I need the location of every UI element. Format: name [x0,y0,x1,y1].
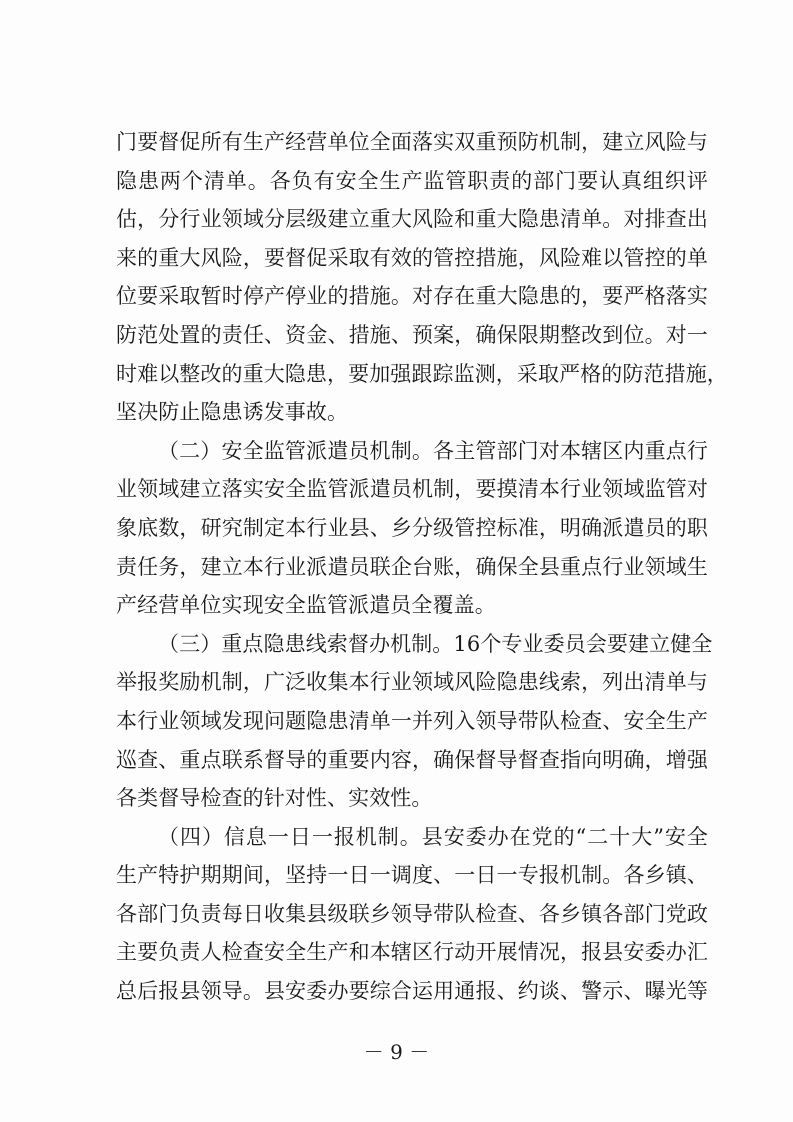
text-line: 位要采取暂时停产停业的措施。对存在重大隐患的，要严格落实 [116,284,708,309]
text-line: 估，分行业领域分层级建立重大风险和重大隐患清单。对排查出 [116,207,708,232]
text-line: 产经营单位实现安全监管派遣员全覆盖。 [116,593,496,618]
text-line: 来的重大风险，要督促采取有效的管控措施，风险难以管控的单 [116,245,708,270]
text-line: 责任务，建立本行业派遣员联企台账，确保全县重点行业领域生 [116,554,708,579]
page-number: － 9 － [363,1040,430,1064]
text-line: （三）重点隐患线索督办机制。16个专业委员会要建立健全 [158,631,713,656]
text-line: 举报奖励机制，广泛收集本行业领域风险隐患线索，列出清单与 [116,670,708,695]
text-line: （四）信息一日一报机制。县安委办在党的“二十大”安全 [158,824,708,849]
text-line: 象底数，研究制定本行业县、乡分级管控标准，明确派遣员的职 [116,515,708,540]
text-line: 防范处置的责任、资金、措施、预案，确保限期整改到位。对一 [116,322,708,347]
text-line: 各部门负责每日收集县级联乡领导带队检查、各乡镇各部门党政 [116,901,708,926]
text-line: 本行业领域发现问题隐患清单一并列入领导带队检查、安全生产 [116,708,708,733]
text-line: 总后报县领导。县安委办要综合运用通报、约谈、警示、曝光等 [116,979,708,1004]
text-line: 门要督促所有生产经营单位全面落实双重预防机制，建立风险与 [116,130,708,154]
text-line: （二）安全监管派遣员机制。各主管部门对本辖区内重点行 [158,438,708,463]
text-line: 时难以整改的重大隐患，要加强跟踪监测，采取严格的防范措施， [116,361,728,386]
text-line: 隐患两个清单。各负有安全生产监管职责的部门要认真组织评 [116,168,708,193]
text-line: 坚决防止隐患诱发事故。 [116,400,349,425]
text-line: 巡查、重点联系督导的重要内容，确保督导督查指向明确，增强 [116,747,708,772]
text-line: 生产特护期期间，坚持一日一调度、一日一专报机制。各乡镇、 [116,863,708,888]
text-line: 各类督导检查的针对性、实效性。 [116,786,433,811]
text-line: 主要负责人检查安全生产和本辖区行动开展情况，报县安委办汇 [116,940,708,965]
text-line: 业领域建立落实安全监管派遣员机制，要摸清本行业领域监管对 [116,477,708,502]
body-text [116,123,728,1011]
